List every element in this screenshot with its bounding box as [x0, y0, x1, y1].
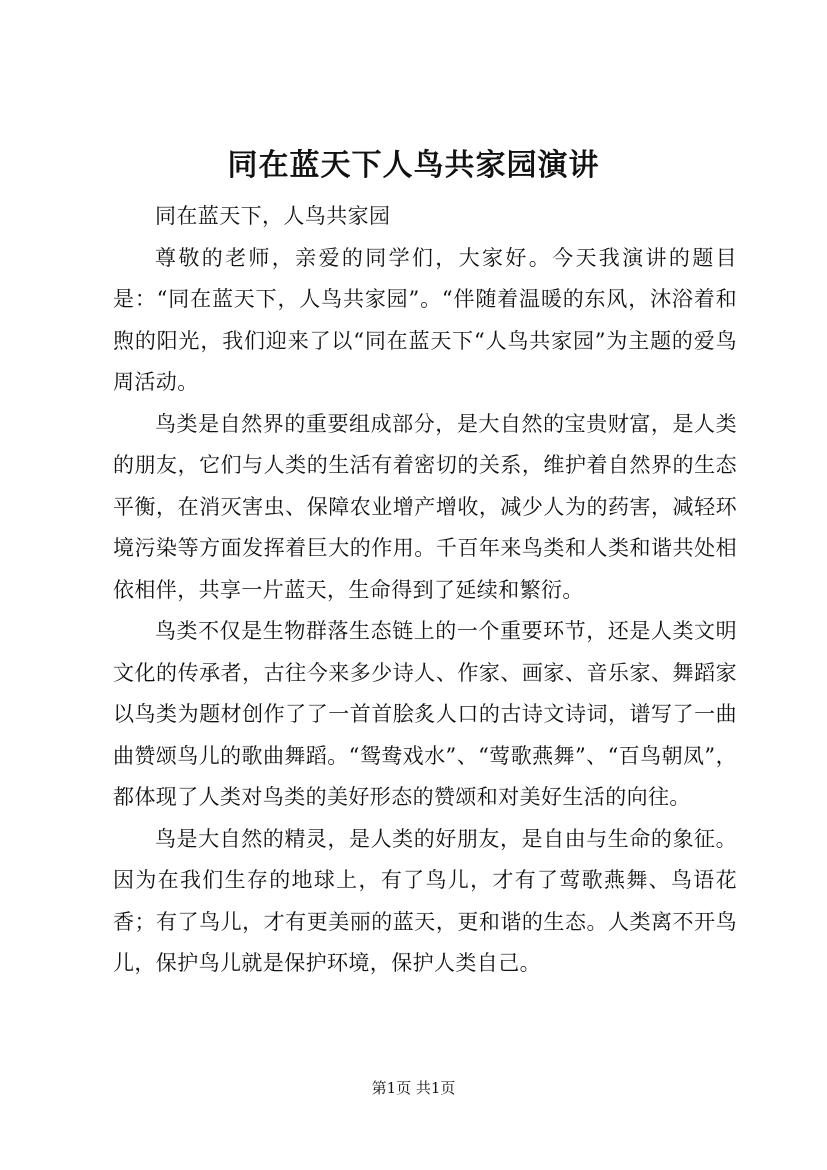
document-title: 同在蓝天下人鸟共家园演讲	[227, 148, 600, 183]
greeting-paragraph: 尊敬的老师，亲爱的同学们，大家好。今天我演讲的题目是：“同在蓝天下，人鸟共家园”。“伴随着温暖的东风，沐浴着和煦的阳光，我们迎来了以“同在蓝天下“人鸟共家园”为主题的爱鸟周活动。	[113, 245, 737, 394]
page-number-footer: 第1页 共1页	[371, 1079, 456, 1097]
body-paragraph: 鸟类不仅是生物群落生态链上的一个重要环节，还是人类文明文化的传承者，古往今来多少诗人、作家、画家、音乐家、舞蹈家以鸟类为题材创作了了一首首脍炙人口的古诗文诗词，谱写了一曲曲赞颂鸟儿的歌曲舞蹈。“鸳鸯戏水”、“莺歌燕舞”、“百鸟朝凤”，都体现了人类对鸟类的美好形态的赞颂和对美好生活的向往。	[113, 619, 737, 809]
document-body	[113, 196, 737, 985]
subtitle-paragraph: 同在蓝天下，人鸟共家园	[155, 204, 391, 228]
body-paragraph: 鸟类是自然界的重要组成部分，是大自然的宝贵财富，是人类的朋友，它们与人类的生活有着密切的关系，维护着自然界的生态平衡，在消灭害虫、保障农业增产增收，减少人为的药害，减轻环境污染等方面发挥着巨大的作用。千百年来鸟类和人类和谐共处相依相伴，共享一片蓝天，生命得到了延续和繁衍。	[113, 411, 737, 602]
body-paragraph: 鸟是大自然的精灵，是人类的好朋友，是自由与生命的象征。因为在我们生存的地球上，有了鸟儿，才有了莺歌燕舞、鸟语花香；有了鸟儿，才有更美丽的蓝天，更和谐的生态。人类离不开鸟儿，保护鸟儿就是保护环境，保护人类自己。	[113, 826, 737, 975]
